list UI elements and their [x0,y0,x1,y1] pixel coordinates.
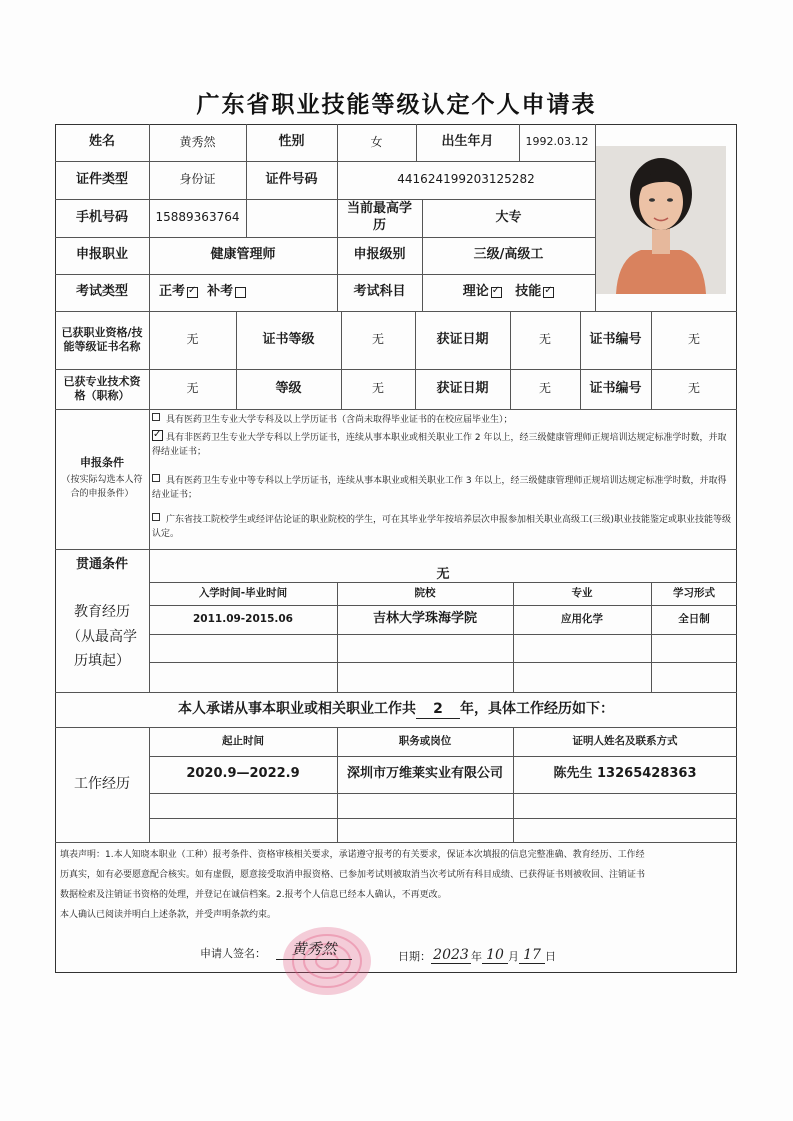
education-row-period: 2011.09-2015.06 [192,612,293,625]
checkbox-unchecked-icon[interactable] [235,287,246,298]
title-number-label: 证书编号 [589,380,642,396]
condition-item: ✓具有非医药卫生专业大学专科以上学历证书，连续从事本职业或相关职业工作 2 年以上，经三级健康管理师正规培训达规定标准学时数，并取得结业证书； [152,430,732,460]
job-label: 申报职业 [75,247,128,263]
declaration-line-1: 填表声明：1.本人知晓本职业（工种）报考条件、资格审核相关要求，承诺遵守报考的有关要求，保证本次填报的信息完整准确、教育经历、工作经 [60,850,645,860]
condition-item: 具有医药卫生专业大学专科及以上学历证书（含尚未取得毕业证书的在校应届毕业生）； [152,413,732,428]
cert-number-label: 证书编号 [589,331,642,347]
cert-date-value: 无 [538,332,551,347]
education-label: 教育经历（从最高学历填起） [67,604,137,670]
checkbox-unchecked-icon[interactable] [152,513,160,521]
work-header-reference: 证明人姓名及联系方式 [572,734,678,747]
exam-type-option-1: 正考 [159,284,186,300]
form-title: 广东省职业技能等级认定个人申请表 [196,91,597,118]
education-level-label: 当前最高学历 [346,201,412,233]
exam-type-label: 考试类型 [75,284,128,300]
exam-type-options [149,274,337,311]
professional-title-value: 无 [186,381,199,396]
work-header-period: 起止时间 [222,734,264,747]
checkbox-checked-icon[interactable] [187,287,198,298]
checkbox-unchecked-icon[interactable] [152,474,160,482]
title-number-value: 无 [687,381,700,396]
education-header-school: 院校 [414,586,436,599]
checkbox-checked-icon[interactable] [152,430,163,441]
exam-subject-option-2: 技能 [515,284,542,300]
qualification-cert-value: 无 [186,332,199,347]
work-label: 工作经历 [74,776,130,793]
title-date-value: 无 [538,381,551,396]
declaration-line-2: 历真实，如有必要愿意配合核实。如有虚假，愿意接受取消申报资格、已参加考试则被取消当次考试所有科目成绩、已获得证书则被收回、注销证书 [60,870,646,880]
sign-date-month: 10 [482,947,508,964]
work-row-period: 2020.9—2022.9 [186,766,300,782]
applicant-photo [596,146,726,294]
education-level-value: 大专 [495,209,522,225]
cert-level-label: 证书等级 [262,331,315,347]
education-header-major: 专业 [571,586,593,599]
checkbox-checked-icon[interactable] [491,287,502,298]
education-row-mode: 全日制 [678,612,710,625]
level-value: 三级/高级工 [473,247,544,263]
signature: 黄秀然 [276,938,352,960]
work-years: 2 [416,700,460,719]
qualification-cert-label: 已获职业资格/技能等级证书名称 [61,325,143,353]
exam-subject-label: 考试科目 [353,284,406,300]
signature-label: 申请人签名： [200,947,266,960]
through-condition-value: 无 [436,567,450,583]
checkbox-checked-icon[interactable] [543,287,554,298]
birth-value: 1992.03.12 [525,135,589,149]
cert-date-label: 获证日期 [436,331,489,347]
exam-subject-options [422,274,595,311]
name-label: 姓名 [88,134,115,150]
id-type-value: 身份证 [179,172,216,187]
through-condition-label: 贯通条件 [75,557,128,573]
sign-date-day: 17 [519,947,545,964]
conditions-note: （按实际勾选本人符合的申报条件） [61,475,143,500]
work-row-position: 深圳市万维莱实业有限公司 [346,766,503,782]
job-value: 健康管理师 [210,247,276,263]
grade-value: 无 [371,381,384,396]
work-header-position: 职务或岗位 [398,734,452,747]
title-date-label: 获证日期 [436,380,489,396]
education-header-period: 入学时间-毕业时间 [198,586,288,599]
birth-label: 出生年月 [441,134,494,150]
work-promise: 本人承诺从事本职业或相关职业工作共 2 年，具体工作经历如下： [178,700,614,718]
work-row-reference: 陈先生 13265428363 [553,766,697,782]
id-number-label: 证件号码 [265,171,318,187]
id-type-label: 证件类型 [75,171,128,187]
name-value: 黄秀然 [179,134,216,149]
exam-type-option-2: 补考 [207,284,234,300]
gender-value: 女 [370,134,383,149]
education-header-mode: 学习形式 [673,586,715,599]
conditions-label: 申报条件 [80,455,124,469]
sign-date: 日期： 2023 年 10 月 17 日 [398,947,556,963]
exam-subject-option-1: 理论 [462,284,489,300]
condition-item: 广东省技工院校学生或经评估论证的职业院校的学生，可在其毕业学年按培养层次申报参加相关职业高级工(三级)职业技能鉴定或职业技能等级认定。 [152,515,732,539]
phone-value: 15889363764 [155,210,240,225]
declaration-line-3: 数据检索及注销证书资格的处理，并登记在诚信档案。2.报考个人信息已经本人确认，不再更改。 [60,890,447,900]
grade-label: 等级 [275,380,302,396]
phone-label: 手机号码 [75,209,128,225]
checkbox-unchecked-icon[interactable] [152,413,160,421]
id-number-value: 441624199203125282 [397,172,535,187]
gender-label: 性别 [278,134,305,150]
declaration-line-4: 本人确认已阅读并明白上述条款，并受声明条款约束。 [60,910,277,920]
professional-title-label: 已获专业技术资格（职称） [63,374,141,402]
education-row-major: 应用化学 [561,612,603,625]
cert-number-value: 无 [687,332,700,347]
sign-date-year: 2023 [431,947,471,964]
level-label: 申报级别 [353,247,406,263]
conditions-label-cell [55,409,149,549]
education-row-school: 吉林大学珠海学院 [372,611,477,627]
cert-level-value: 无 [371,332,384,347]
condition-item: 具有医药卫生专业中等专科以上学历证书，连续从事本职业或相关职业工作 3 年以上，经三级健康管理师正规培训达规定标准学时数，并取得结业证书； [152,476,727,500]
